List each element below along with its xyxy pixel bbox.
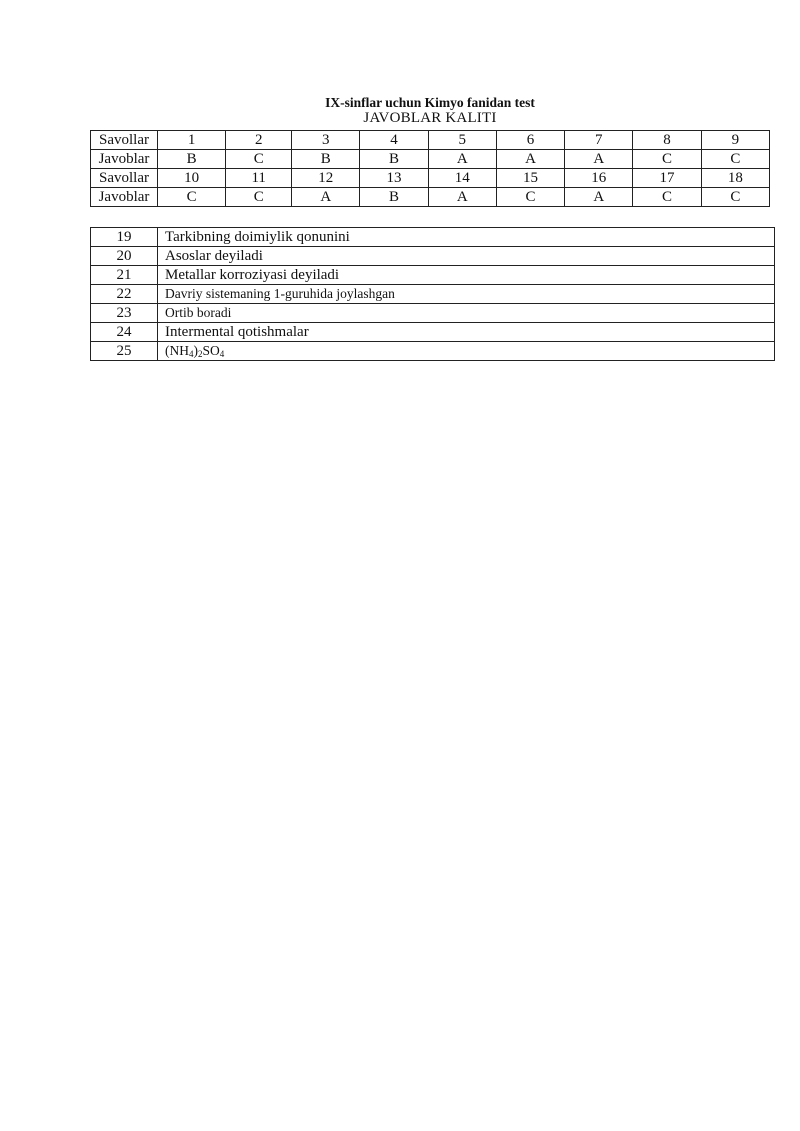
table-cell: C [633, 188, 701, 207]
table-row [91, 169, 770, 188]
table-cell: C [226, 150, 292, 169]
table-cell: 5 [428, 131, 496, 150]
table-row [91, 304, 775, 323]
table-row [91, 323, 775, 342]
table-cell: 8 [633, 131, 701, 150]
row-header: Savollar [91, 131, 158, 150]
table-row [91, 150, 770, 169]
table-cell: 2 [226, 131, 292, 150]
formula-part: (NH [165, 343, 189, 358]
question-number: 20 [91, 247, 158, 266]
question-number: 24 [91, 323, 158, 342]
table-cell: B [292, 150, 360, 169]
table-cell: A [496, 150, 564, 169]
table-row [91, 188, 770, 207]
table-cell: B [360, 150, 428, 169]
table-cell: A [428, 188, 496, 207]
document-subtitle: JAVOBLAR KALITI [363, 110, 497, 126]
table-row [91, 247, 775, 266]
answer-text: Metallar korroziyasi deyiladi [158, 266, 775, 285]
question-number: 22 [91, 285, 158, 304]
table-cell: C [158, 188, 226, 207]
table-cell: 3 [292, 131, 360, 150]
question-number: 21 [91, 266, 158, 285]
table-cell: 18 [701, 169, 769, 188]
formula-part: SO [202, 343, 220, 358]
formula-part: ) [193, 343, 198, 358]
table-cell: 1 [158, 131, 226, 150]
table-cell: 12 [292, 169, 360, 188]
table-row [91, 228, 775, 247]
table-cell: 6 [496, 131, 564, 150]
table-cell: 7 [565, 131, 633, 150]
table-cell: C [701, 150, 769, 169]
question-number: 25 [91, 342, 158, 361]
table-row [91, 131, 770, 150]
row-header: Javoblar [91, 150, 158, 169]
chemical-formula [158, 342, 775, 361]
question-number: 19 [91, 228, 158, 247]
formula-subscript: 4 [219, 349, 225, 359]
answer-text: Intermental qotishmalar [158, 323, 775, 342]
table-cell: C [496, 188, 564, 207]
table-cell: 10 [158, 169, 226, 188]
table-row [91, 342, 775, 361]
formula-subscript: 4 [189, 349, 194, 359]
row-header: Savollar [91, 169, 158, 188]
table-cell: 13 [360, 169, 428, 188]
table-cell: 16 [565, 169, 633, 188]
table-cell: C [701, 188, 769, 207]
table-cell: A [292, 188, 360, 207]
table-cell: C [633, 150, 701, 169]
row-header: Javoblar [91, 188, 158, 207]
table-cell: 11 [226, 169, 292, 188]
table-cell: 14 [428, 169, 496, 188]
document-title: IX-sinflar uchun Kimyo fanidan test [325, 95, 535, 110]
answer-text: Tarkibning doimiylik qonunini [158, 228, 775, 247]
table-cell: 4 [360, 131, 428, 150]
table-cell: B [360, 188, 428, 207]
table-cell: 17 [633, 169, 701, 188]
table-cell: A [428, 150, 496, 169]
table-cell: A [565, 150, 633, 169]
table-cell: C [226, 188, 292, 207]
answer-text: Ortib boradi [158, 304, 775, 323]
question-number: 23 [91, 304, 158, 323]
table-cell: 9 [701, 131, 769, 150]
open-answers-table [90, 227, 775, 361]
formula-subscript: 2 [198, 349, 203, 359]
answer-text: Asoslar deyiladi [158, 247, 775, 266]
table-cell: B [158, 150, 226, 169]
answer-key-table [90, 130, 770, 207]
answer-text: Davriy sistemaning 1-guruhida joylashgan [158, 285, 775, 304]
table-row [91, 285, 775, 304]
table-cell: 15 [496, 169, 564, 188]
table-row [91, 266, 775, 285]
table-cell: A [565, 188, 633, 207]
